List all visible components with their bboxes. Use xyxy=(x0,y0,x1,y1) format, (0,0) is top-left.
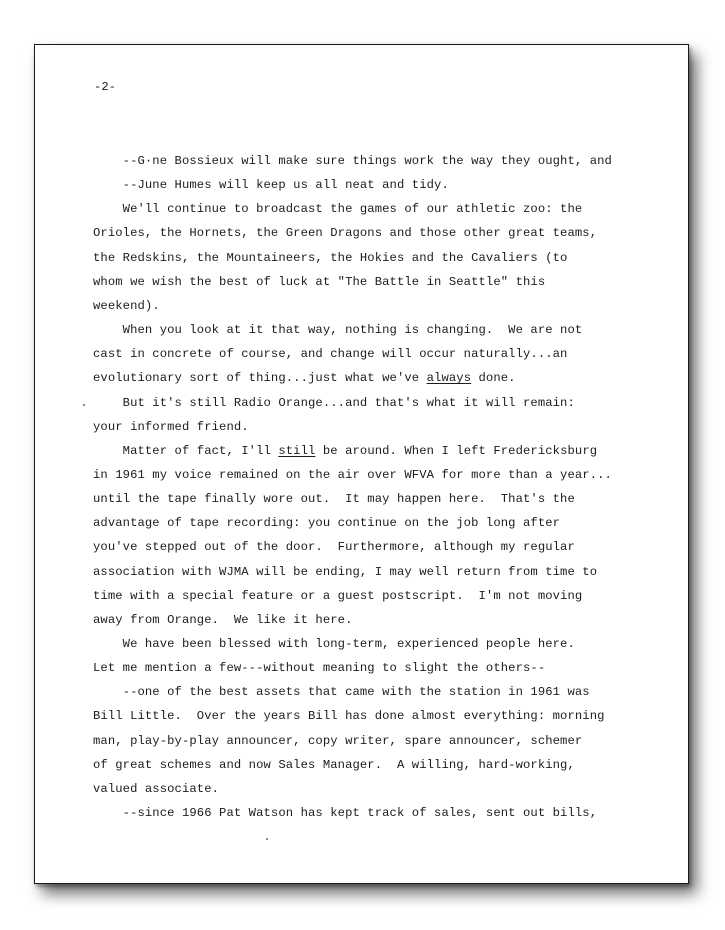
text-segment: your informed friend. xyxy=(93,419,249,434)
text-line xyxy=(93,515,560,531)
underlined-word: always xyxy=(426,371,472,386)
scan-speck xyxy=(266,838,268,840)
text-line xyxy=(93,757,575,773)
text-segment: away from Orange. We like it here. xyxy=(93,612,353,627)
text-line xyxy=(93,419,249,435)
text-segment: Let me mention a few---without meaning to slight the others-- xyxy=(93,661,546,676)
text-line xyxy=(93,733,582,749)
text-segment: --one of the best assets that came with the station in 1961 was xyxy=(93,685,590,700)
text-line xyxy=(93,298,160,314)
text-line xyxy=(93,153,612,169)
text-segment: But it's still Radio Orange...and that's what it will remain: xyxy=(93,395,575,410)
text-segment: Matter of fact, I'll xyxy=(93,443,279,458)
text-line xyxy=(93,588,582,604)
text-segment: weekend). xyxy=(93,298,160,313)
text-line xyxy=(93,805,597,821)
text-segment: We have been blessed with long-term, experienced people here. xyxy=(93,637,575,651)
text-segment: the Redskins, the Mountaineers, the Hokies and the Cavaliers (to xyxy=(93,250,568,265)
text-segment: evolutionary sort of thing...just what we've xyxy=(93,371,427,386)
text-segment: in 1961 my voice remained on the air over WFVA for more than a year... xyxy=(93,467,612,482)
text-line xyxy=(93,274,545,290)
text-line xyxy=(93,177,449,193)
text-line xyxy=(93,443,597,459)
text-line xyxy=(93,684,590,700)
text-segment: advantage of tape recording: you continue on the job long after xyxy=(93,516,561,531)
underlined-word: still xyxy=(278,443,316,458)
text-line xyxy=(93,467,612,483)
text-segment: When you look at it that way, nothing is changing. We are not xyxy=(93,323,583,338)
text-line xyxy=(93,564,597,580)
text-line xyxy=(93,781,219,797)
text-line xyxy=(93,660,545,676)
text-line xyxy=(93,636,575,652)
text-segment: be around. When I left Fredericksburg xyxy=(315,443,598,458)
text-line xyxy=(93,370,516,386)
text-segment: Orioles, the Hornets, the Green Dragons and those other great teams, xyxy=(93,226,598,241)
text-line xyxy=(93,250,567,266)
text-line xyxy=(93,612,352,628)
text-segment: --since 1966 Pat Watson has kept track of sales, sent out bills, xyxy=(93,806,598,821)
text-line xyxy=(93,201,582,217)
text-segment: man, play-by-play announcer, copy writer, spare announcer, schemer xyxy=(93,733,583,748)
text-line xyxy=(93,491,575,507)
text-segment: whom we wish the best of luck at "The Battle in Seattle" this xyxy=(93,274,546,289)
text-segment: --June Humes will keep us all neat and tidy. xyxy=(93,178,449,193)
page-number: -2- xyxy=(94,80,116,94)
text-segment: Bill Little. Over the years Bill has done almost everything: morning xyxy=(93,709,605,724)
text-segment: valued associate. xyxy=(93,781,220,796)
text-segment: association with WJMA will be ending, I may well return from time to xyxy=(93,564,598,579)
text-line xyxy=(93,539,575,555)
text-segment: --G·ne Bossieux will make sure things work the way they ought, and xyxy=(93,154,612,168)
text-segment: time with a special feature or a guest postscript. I'm not moving xyxy=(93,588,583,603)
text-segment: cast in concrete of course, and change will occur naturally...an xyxy=(93,347,568,362)
text-line xyxy=(93,225,597,241)
text-segment: you've stepped out of the door. Furthermore, although my regular xyxy=(93,540,575,555)
text-line xyxy=(93,395,575,411)
text-segment: of great schemes and now Sales Manager. A willing, hard-working, xyxy=(93,757,575,772)
scan-speck xyxy=(83,404,85,406)
text-segment: done. xyxy=(471,371,516,386)
text-line xyxy=(93,708,605,724)
text-line xyxy=(93,322,582,338)
text-segment: until the tape finally wore out. It may happen here. That's the xyxy=(93,492,575,507)
text-segment: We'll continue to broadcast the games of our athletic zoo: the xyxy=(93,202,583,217)
text-line xyxy=(93,346,567,362)
